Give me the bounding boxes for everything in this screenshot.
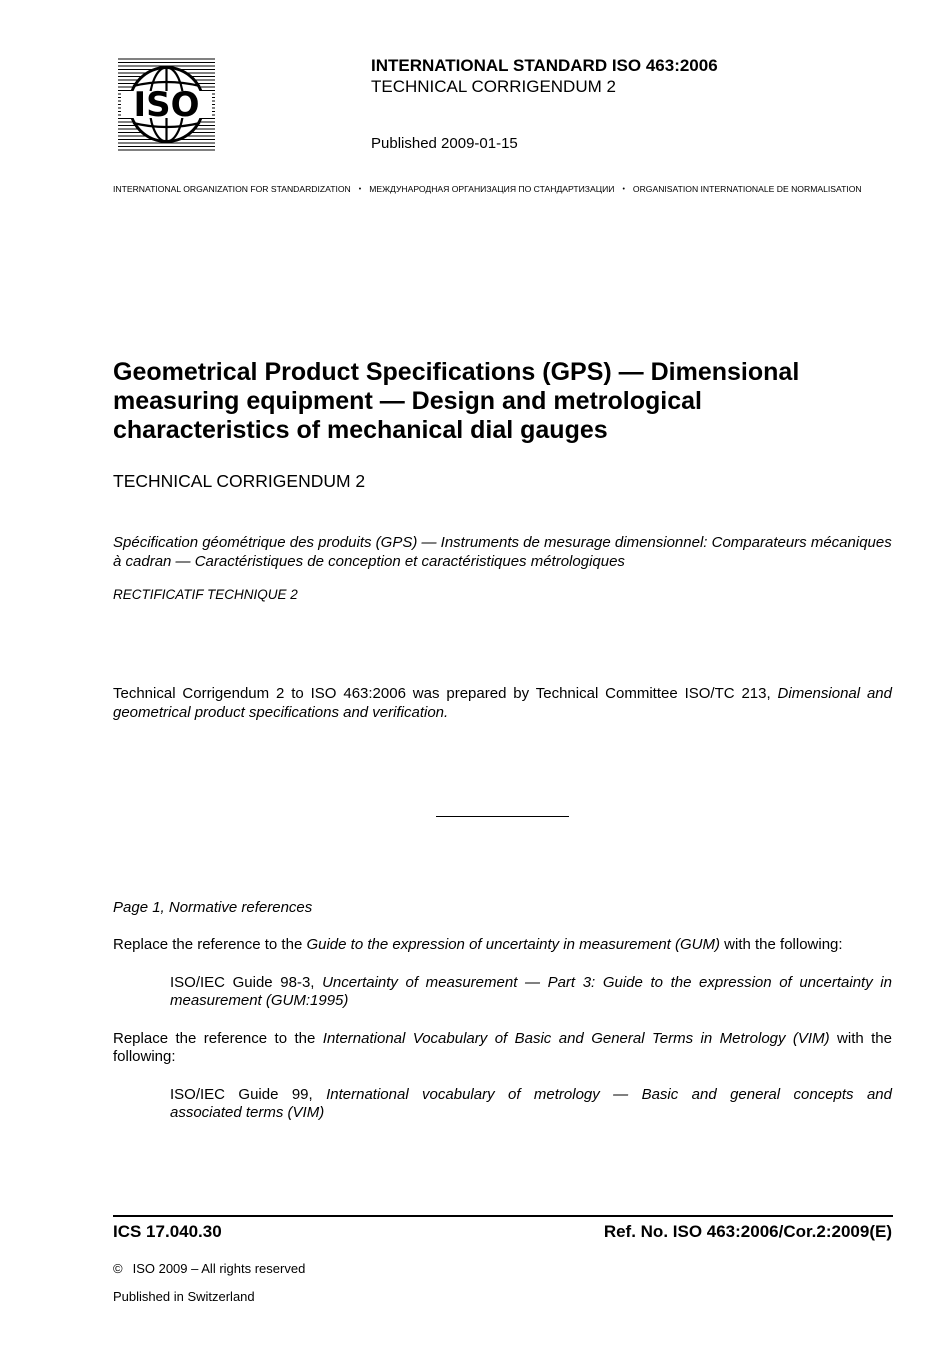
org-name-en: INTERNATIONAL ORGANIZATION FOR STANDARDIZATION	[113, 184, 351, 194]
ics-code: ICS 17.040.30	[113, 1222, 222, 1241]
title-line: Geometrical Product Specifications (GPS) — Dimensional	[113, 358, 800, 386]
corrigendum-label: TECHNICAL CORRIGENDUM 2	[113, 471, 366, 491]
title-line: characteristics of mechanical dial gauges	[113, 416, 608, 444]
iso-logo	[118, 58, 215, 151]
preparation-statement	[113, 684, 892, 722]
preparation-lead: Technical Corrigendum 2 to ISO 463:2006 was prepared by Technical Committee ISO/TC 213,	[113, 685, 778, 702]
org-name-fr: ORGANISATION INTERNATIONALE DE NORMALISATION	[632, 184, 862, 194]
copyright-text: ISO 2009 – All rights reserved	[132, 1261, 306, 1276]
reference-title: Uncertainty of measurement — Part 3: Guide to the expression of uncertainty in measurement (GUM:1995)	[170, 974, 892, 1009]
instruction-reference-title: Guide to the expression of uncertainty in measurement (GUM)	[306, 936, 720, 953]
document-title	[113, 358, 903, 445]
instruction-reference-title: International Vocabulary of Basic and General Terms in Metrology (VIM)	[322, 1030, 830, 1047]
organization-line	[113, 184, 893, 194]
title-line: measuring equipment — Design and metrological	[113, 387, 702, 415]
replacement-instruction-1	[113, 936, 903, 953]
french-title: Spécification géométrique des produits (GPS) — Instruments de mesurage dimensionnel: Comparateurs mécaniques à cadran — Caractéristiques de conception et caractéristiques métrologiques	[113, 534, 892, 570]
reference-number: ISO/IEC Guide 99,	[170, 1086, 327, 1103]
bullet-separator: •	[358, 185, 362, 193]
org-name-ru: МЕЖДУНАРОДНАЯ ОРГАНИЗАЦИЯ ПО СТАНДАРТИЗАЦИИ	[369, 184, 615, 194]
instruction-text: with the following:	[720, 936, 843, 953]
reference-title: International vocabulary of metrology — Basic and general concepts and	[326, 1086, 892, 1103]
replacement-reference-2	[170, 1086, 892, 1122]
committee-title: Dimensional and geometrical product specifications and verification.	[113, 685, 892, 721]
header-corrigendum: TECHNICAL CORRIGENDUM 2	[371, 77, 616, 96]
separator-rule	[436, 816, 569, 817]
footer-rule	[113, 1215, 893, 1217]
instruction-text: Replace the reference to the	[113, 1030, 323, 1047]
reference-number: ISO/IEC Guide 98-3,	[170, 974, 323, 991]
section-heading: Page 1, Normative references	[113, 899, 313, 916]
published-date: Published 2009-01-15	[371, 135, 518, 152]
reference-title: associated terms (VIM)	[170, 1104, 325, 1121]
french-rectificatif: RECTIFICATIF TECHNIQUE 2	[113, 587, 298, 602]
instruction-text: with the following:	[113, 1030, 892, 1065]
iso-logo-text: ISO	[133, 85, 200, 125]
published-in: Published in Switzerland	[113, 1289, 255, 1304]
reference-number: Ref. No. ISO 463:2006/Cor.2:2009(E)	[603, 1222, 892, 1241]
replacement-reference-1	[170, 974, 892, 1010]
standard-title: INTERNATIONAL STANDARD ISO 463:2006	[371, 56, 718, 75]
instruction-text: Replace the reference to the	[113, 936, 307, 953]
copyright	[113, 1261, 305, 1276]
copyright-icon: ©	[113, 1261, 123, 1276]
replacement-instruction-2	[113, 1030, 892, 1066]
bullet-separator: •	[622, 185, 625, 193]
